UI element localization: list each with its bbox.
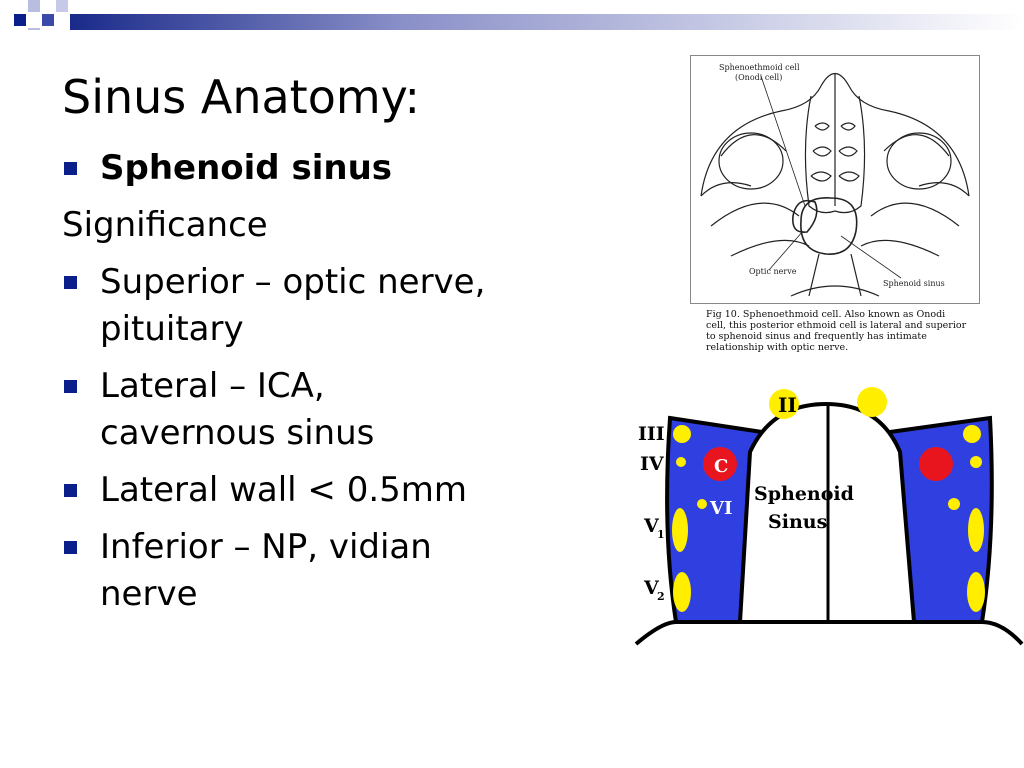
bullet-lateral-wall: Lateral wall < 0.5mm (62, 467, 622, 514)
nerve-IV-left (676, 457, 686, 467)
nerve-V2-left (673, 572, 691, 612)
figure-caption: Fig 10. Sphenoethmoid cell. Also known as Onodi cell, this posterior ethmoid cell is lateral and superior to sphenoid sinus and frequently has intimate relationship with optic nerve. (706, 309, 967, 353)
label-sphenoid: Sphenoid (754, 483, 854, 505)
label-V1-subscript: 1 (657, 528, 665, 541)
bullet-lateral: Lateral – ICA, cavernous sinus (62, 363, 440, 457)
bullet-sphenoid-sinus: Sphenoid sinus (62, 145, 622, 192)
label-onodi-cell-2: (Onodi cell) (735, 73, 783, 82)
nerve-III-left (673, 425, 691, 443)
slide-title: Sinus Anatomy: (62, 70, 421, 124)
label-III: III (638, 423, 665, 445)
bullet-list (62, 145, 622, 618)
nerve-V1-right (968, 508, 984, 552)
label-sphenoid-sinus: Sphenoid sinus (883, 279, 945, 288)
carotid-artery-right (919, 447, 953, 481)
onodi-cell-diagram (690, 55, 980, 304)
label-VI: VI (710, 498, 733, 519)
label-optic-nerve: Optic nerve (749, 267, 797, 276)
nerve-IV-right (970, 456, 982, 468)
nerve-V2-right (967, 572, 985, 612)
label-V2: V (644, 577, 659, 599)
label-V1: V (644, 515, 659, 537)
label-II: II (778, 393, 797, 417)
bullet-superior: Superior – optic nerve, pituitary (62, 259, 610, 353)
cavernous-sinus-diagram (632, 382, 1024, 650)
bullet-inferior: Inferior – NP, vidian nerve (62, 524, 520, 618)
label-C: C (714, 456, 729, 477)
label-onodi-cell-1: Sphenoethmoid cell (719, 63, 800, 72)
header-decoration (0, 0, 1024, 30)
nerve-VI-right (948, 498, 960, 510)
label-V2-subscript: 2 (657, 590, 665, 603)
label-IV: IV (640, 453, 664, 475)
nerve-VI-left (697, 499, 707, 509)
nerve-III-right (963, 425, 981, 443)
optic-nerve-right (857, 387, 887, 417)
subheading-significance: Significance (62, 205, 268, 245)
nerve-V1-left (672, 508, 688, 552)
label-sinus: Sinus (768, 511, 828, 533)
